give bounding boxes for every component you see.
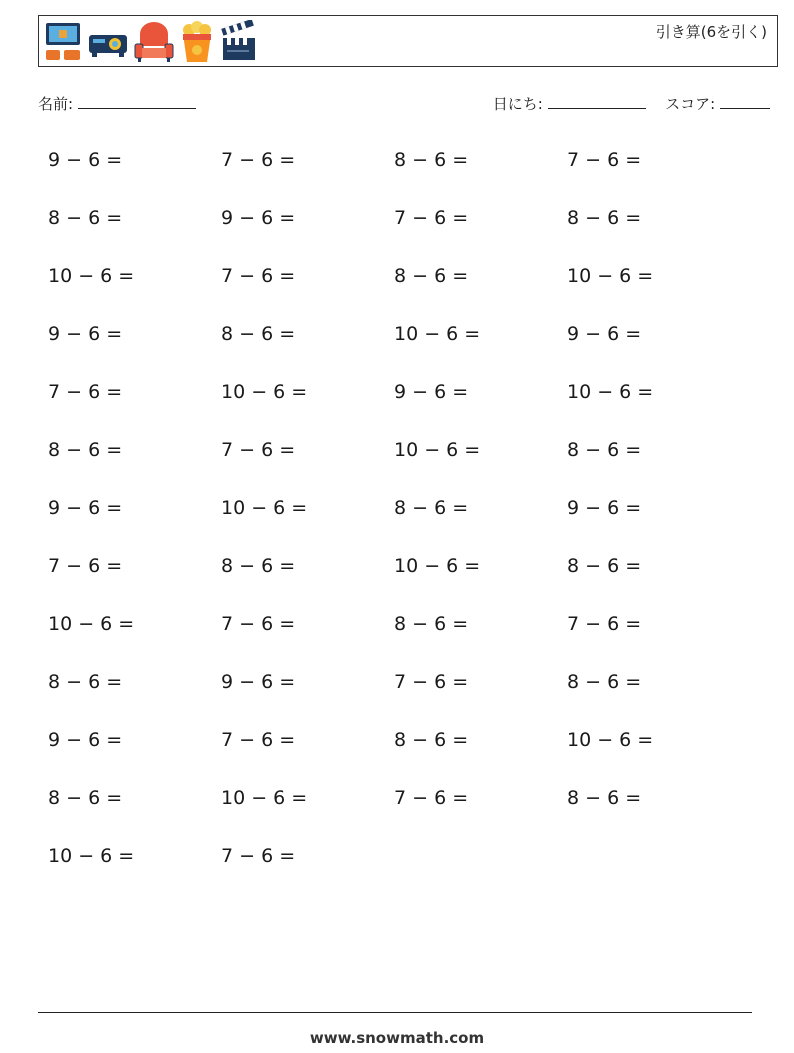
problem-item: 9 − 6 =: [48, 729, 123, 751]
cinema-seat-icon: [133, 20, 175, 64]
problem-item: 8 − 6 =: [394, 149, 469, 171]
problem-item: 8 − 6 =: [567, 671, 642, 693]
problem-item: 7 − 6 =: [394, 787, 469, 809]
problem-item: 9 − 6 =: [394, 381, 469, 403]
problem-item: 8 − 6 =: [48, 439, 123, 461]
problem-item: 9 − 6 =: [221, 671, 296, 693]
score-label: スコア:: [665, 95, 716, 113]
footer-divider: [38, 1012, 752, 1013]
problem-item: 7 − 6 =: [221, 439, 296, 461]
problem-item: 9 − 6 =: [567, 323, 642, 345]
popcorn-icon: [179, 20, 215, 64]
problem-item: 8 − 6 =: [48, 207, 123, 229]
problem-item: 8 − 6 =: [48, 787, 123, 809]
problem-item: 7 − 6 =: [567, 613, 642, 635]
problem-item: 9 − 6 =: [48, 149, 123, 171]
problem-item: 10 − 6 =: [221, 787, 308, 809]
problem-item: 8 − 6 =: [48, 671, 123, 693]
problem-item: 8 − 6 =: [394, 613, 469, 635]
header-icons: [43, 20, 259, 64]
projector-icon: [87, 20, 129, 64]
problem-item: 10 − 6 =: [221, 497, 308, 519]
problem-item: 10 − 6 =: [567, 729, 654, 751]
meta-row: [38, 93, 770, 115]
problem-item: 7 − 6 =: [221, 265, 296, 287]
problem-item: 7 − 6 =: [221, 729, 296, 751]
problem-item: 9 − 6 =: [567, 497, 642, 519]
problem-item: 8 − 6 =: [221, 555, 296, 577]
score-blank[interactable]: [720, 94, 770, 109]
problem-item: 10 − 6 =: [394, 555, 481, 577]
problem-item: 10 − 6 =: [394, 323, 481, 345]
problem-item: 8 − 6 =: [567, 555, 642, 577]
problem-item: 7 − 6 =: [221, 845, 296, 867]
problem-item: 10 − 6 =: [567, 381, 654, 403]
problem-item: 7 − 6 =: [48, 555, 123, 577]
problem-item: 8 − 6 =: [394, 497, 469, 519]
problem-item: 8 − 6 =: [221, 323, 296, 345]
problem-item: 10 − 6 =: [48, 265, 135, 287]
name-field[interactable]: [38, 93, 196, 114]
problem-item: 10 − 6 =: [567, 265, 654, 287]
worksheet-header: [38, 15, 778, 67]
problem-item: 8 − 6 =: [567, 207, 642, 229]
problem-item: 7 − 6 =: [394, 207, 469, 229]
problem-item: 10 − 6 =: [48, 845, 135, 867]
date-blank[interactable]: [548, 94, 646, 109]
problem-item: 9 − 6 =: [48, 497, 123, 519]
problem-item: 9 − 6 =: [221, 207, 296, 229]
problem-grid: [48, 146, 748, 900]
name-blank[interactable]: [78, 94, 196, 109]
problem-item: 8 − 6 =: [394, 729, 469, 751]
problem-item: 8 − 6 =: [567, 439, 642, 461]
date-score-fields: [493, 93, 770, 114]
problem-item: 8 − 6 =: [567, 787, 642, 809]
problem-item: 7 − 6 =: [221, 613, 296, 635]
problem-item: 8 − 6 =: [394, 265, 469, 287]
problem-item: 7 − 6 =: [394, 671, 469, 693]
worksheet-title: 引き算(6を引く): [655, 23, 767, 41]
name-label: 名前:: [38, 95, 74, 113]
date-label: 日にち:: [492, 95, 543, 113]
tv-icon: [43, 20, 83, 64]
problem-item: 7 − 6 =: [567, 149, 642, 171]
footer-url: www.snowmath.com: [309, 1029, 485, 1047]
problem-item: 10 − 6 =: [221, 381, 308, 403]
problem-item: 7 − 6 =: [221, 149, 296, 171]
clapperboard-icon: [219, 20, 259, 64]
problem-item: 7 − 6 =: [48, 381, 123, 403]
problem-item: 10 − 6 =: [394, 439, 481, 461]
problem-item: 10 − 6 =: [48, 613, 135, 635]
problem-item: 9 − 6 =: [48, 323, 123, 345]
